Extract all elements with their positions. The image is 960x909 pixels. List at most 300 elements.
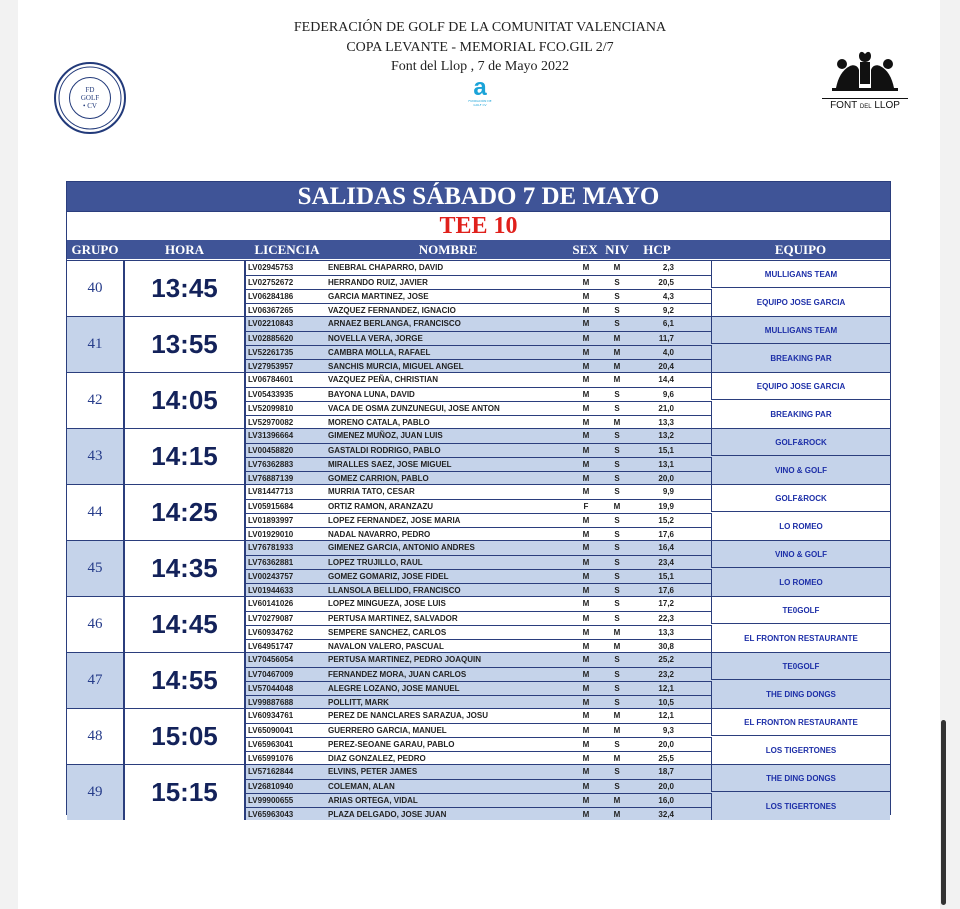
player-license: LV64951747 <box>248 642 294 651</box>
player-row <box>246 807 711 822</box>
player-level: M <box>613 628 621 637</box>
player-sex: M <box>582 767 590 776</box>
player-license: LV00458820 <box>248 446 294 455</box>
tee-time: 14:15 <box>123 429 246 484</box>
player-handicap: 9,6 <box>662 390 674 399</box>
font-del-llop-wordmark <box>822 98 908 111</box>
player-sex: M <box>582 684 590 693</box>
wordmark-font: FONT <box>830 100 858 111</box>
player-level: M <box>613 796 621 805</box>
player-handicap: 9,2 <box>662 306 674 315</box>
tee-time: 14:45 <box>123 597 246 652</box>
tee-time: 15:15 <box>123 765 246 820</box>
player-row <box>246 737 711 752</box>
team-name: LO ROMEO <box>711 513 890 540</box>
player-sex: M <box>582 543 590 552</box>
player-handicap: 32,4 <box>658 810 674 819</box>
player-level: S <box>614 614 620 623</box>
player-row <box>246 569 711 584</box>
player-name: SEMPERE SANCHEZ, CARLOS <box>328 628 447 637</box>
player-handicap: 10,5 <box>658 698 674 707</box>
col-hcp: HCP <box>643 242 671 257</box>
tee-group <box>67 764 890 820</box>
player-license: LV01893997 <box>248 516 294 525</box>
team-name: TE0GOLF <box>711 653 890 680</box>
player-license: LV99887688 <box>248 698 294 707</box>
player-sex: M <box>582 670 590 679</box>
player-row <box>246 765 711 779</box>
player-license: LV05433935 <box>248 390 294 399</box>
player-sex: M <box>582 319 590 328</box>
player-license: LV06284186 <box>248 292 294 301</box>
player-name: VAZQUEZ FERNANDEZ, IGNACIO <box>328 306 456 315</box>
player-level: S <box>614 487 620 496</box>
player-handicap: 17,6 <box>658 530 674 539</box>
player-level: S <box>614 558 620 567</box>
player-sex: M <box>582 334 590 343</box>
player-license: LV60934761 <box>248 711 294 720</box>
team-name: THE DING DONGS <box>711 765 890 792</box>
tee-group <box>67 596 890 652</box>
player-name: PEREZ-SEOANE GARAU, PABLO <box>328 740 455 749</box>
team-name: EQUIPO JOSE GARCIA <box>711 373 890 400</box>
player-sex: M <box>582 628 590 637</box>
seal-line: GOLF <box>80 94 100 102</box>
player-row <box>246 667 711 682</box>
team-name: BREAKING PAR <box>711 345 890 372</box>
a-logo-subtitle: FUNDACIÓN DE GOLF CV <box>468 99 492 107</box>
player-handicap: 6,1 <box>662 319 674 328</box>
player-row <box>246 373 711 387</box>
player-level: M <box>613 810 621 819</box>
player-level: S <box>614 599 620 608</box>
player-name: ELVINS, PETER JAMES <box>328 767 418 776</box>
player-level: S <box>614 446 620 455</box>
col-equipo: EQUIPO <box>774 242 827 257</box>
player-row <box>246 541 711 555</box>
player-sex: M <box>582 348 590 357</box>
player-level: S <box>614 684 620 693</box>
group-number: 47 <box>87 672 103 688</box>
player-sex: M <box>582 782 590 791</box>
player-name: BAYONA LUNA, DAVID <box>328 390 415 399</box>
player-name: NADAL NAVARRO, PEDRO <box>328 530 431 539</box>
player-row <box>246 261 711 275</box>
team-name: VINO & GOLF <box>711 541 890 568</box>
player-handicap: 20,0 <box>658 740 674 749</box>
player-handicap: 16,4 <box>658 543 674 552</box>
group-number: 40 <box>87 280 103 296</box>
schedule-title: SALIDAS SÁBADO 7 DE MAYO <box>67 182 890 211</box>
player-name: LOPEZ MINGUEZA, JOSE LUIS <box>328 599 446 608</box>
player-name: LLANSOLA BELLIDO, FRANCISCO <box>328 586 461 595</box>
team-name: MULLIGANS TEAM <box>711 317 890 344</box>
player-handicap: 25,2 <box>658 655 674 664</box>
player-license: LV52099810 <box>248 404 294 413</box>
player-name: FERNANDEZ MORA, JUAN CARLOS <box>328 670 467 679</box>
team-name: THE DING DONGS <box>711 681 890 708</box>
player-license: LV81447713 <box>248 487 294 496</box>
player-name: PERTUSA MARTINEZ, SALVADOR <box>328 614 458 623</box>
player-name: COLEMAN, ALAN <box>328 782 395 791</box>
team-name: EL FRONTON RESTAURANTE <box>711 625 890 652</box>
player-name: GASTALDI RODRIGO, PABLO <box>328 446 441 455</box>
tee-time: 13:55 <box>123 317 246 372</box>
player-handicap: 9,9 <box>662 487 674 496</box>
player-handicap: 4,0 <box>662 348 674 357</box>
player-level: M <box>613 726 621 735</box>
player-row <box>246 611 711 626</box>
player-level: S <box>614 278 620 287</box>
player-level: S <box>614 516 620 525</box>
player-name: GIMENEZ GARCIA, ANTONIO ANDRES <box>328 543 475 552</box>
player-name: ARIAS ORTEGA, VIDAL <box>328 796 418 805</box>
player-handicap: 12,1 <box>658 711 674 720</box>
player-sex: M <box>582 711 590 720</box>
foundation-a-logo <box>467 74 493 109</box>
player-name: GARCIA MARTINEZ, JOSE <box>328 292 429 301</box>
player-license: LV00243757 <box>248 572 294 581</box>
player-name: ARNAEZ BERLANGA, FRANCISCO <box>328 319 461 328</box>
player-handicap: 9,3 <box>662 726 674 735</box>
player-level: S <box>614 474 620 483</box>
player-name: SANCHIS MURCIA, MIGUEL ANGEL <box>328 362 464 371</box>
player-name: NOVELLA VERA, JORGE <box>328 334 423 343</box>
player-license: LV02752672 <box>248 278 294 287</box>
tee-group <box>67 260 890 316</box>
player-sex: M <box>582 572 590 581</box>
player-handicap: 20,0 <box>658 474 674 483</box>
player-row <box>246 289 711 304</box>
player-sex: M <box>582 740 590 749</box>
player-row <box>246 723 711 738</box>
player-license: LV70279087 <box>248 614 294 623</box>
player-level: M <box>613 348 621 357</box>
player-handicap: 17,6 <box>658 586 674 595</box>
group-number: 41 <box>87 336 103 352</box>
player-sex: M <box>582 431 590 440</box>
team-name: EQUIPO JOSE GARCIA <box>711 289 890 316</box>
player-license: LV76781933 <box>248 543 294 552</box>
tee-group <box>67 484 890 540</box>
team-name: GOLF&ROCK <box>711 429 890 456</box>
team-name: LOS TIGERTONES <box>711 793 890 820</box>
player-sex: M <box>582 390 590 399</box>
player-handicap: 20,4 <box>658 362 674 371</box>
player-name: GOMEZ CARRION, PABLO <box>328 474 429 483</box>
player-handicap: 13,3 <box>658 418 674 427</box>
player-handicap: 15,1 <box>658 446 674 455</box>
player-name: GOMEZ GOMARIZ, JOSE FIDEL <box>328 572 449 581</box>
player-sex: M <box>582 404 590 413</box>
player-name: MURRIA TATO, CESAR <box>328 487 415 496</box>
player-handicap: 20,5 <box>658 278 674 287</box>
player-handicap: 23,4 <box>658 558 674 567</box>
player-level: S <box>614 670 620 679</box>
player-level: M <box>613 375 621 384</box>
player-level: S <box>614 586 620 595</box>
player-handicap: 30,8 <box>658 642 674 651</box>
federation-title: FEDERACIÓN DE GOLF DE LA COMUNITAT VALENCIANA <box>293 20 667 35</box>
col-hora: HORA <box>165 242 204 257</box>
player-handicap: 12,1 <box>658 684 674 693</box>
player-handicap: 21,0 <box>658 404 674 413</box>
team-name: LO ROMEO <box>711 569 890 596</box>
player-level: S <box>614 782 620 791</box>
team-name: EL FRONTON RESTAURANTE <box>711 709 890 736</box>
player-handicap: 2,3 <box>662 263 674 272</box>
player-name: NAVALON VALERO, PASCUAL <box>328 642 444 651</box>
wordmark-llop: LLOP <box>874 100 900 111</box>
player-level: M <box>613 754 621 763</box>
player-sex: M <box>582 460 590 469</box>
group-number: 44 <box>87 504 103 520</box>
player-name: DIAZ GONZALEZ, PEDRO <box>328 754 426 763</box>
player-sex: M <box>582 306 590 315</box>
player-sex: M <box>582 614 590 623</box>
player-name: GIMENEZ MUÑOZ, JUAN LUIS <box>328 431 443 440</box>
player-license: LV60141026 <box>248 599 294 608</box>
player-name: MORENO CATALA, PABLO <box>328 418 430 427</box>
player-license: LV76362881 <box>248 558 294 567</box>
tee-time: 14:05 <box>123 373 246 428</box>
tee-label: TEE 10 <box>67 211 890 240</box>
player-sex: M <box>582 655 590 664</box>
player-row <box>246 485 711 499</box>
player-row <box>246 443 711 458</box>
player-row <box>246 387 711 402</box>
team-name: VINO & GOLF <box>711 457 890 484</box>
player-license: LV01944633 <box>248 586 294 595</box>
tournament-title: COPA LEVANTE - MEMORIAL FCO.GIL 2/7 <box>346 40 614 55</box>
player-level: S <box>614 431 620 440</box>
player-license: LV02945753 <box>248 263 294 272</box>
player-sex: M <box>582 292 590 301</box>
group-number: 49 <box>87 784 103 800</box>
tee-time: 13:45 <box>123 261 246 316</box>
player-name: GUERRERO GARCIA, MANUEL <box>328 726 447 735</box>
a-logo-letter: a <box>473 74 487 101</box>
player-name: MIRALLES SAEZ, JOSE MIGUEL <box>328 460 452 469</box>
player-sex: F <box>583 502 589 511</box>
lions-crest-icon <box>822 48 908 92</box>
tee-group <box>67 708 890 764</box>
player-level: S <box>614 306 620 315</box>
team-name: MULLIGANS TEAM <box>711 261 890 288</box>
player-license: LV70456054 <box>248 655 294 664</box>
player-level: S <box>614 390 620 399</box>
player-sex: M <box>582 754 590 763</box>
player-sex: M <box>582 530 590 539</box>
col-licencia: LICENCIA <box>254 242 320 257</box>
player-license: LV65963043 <box>248 810 294 819</box>
player-sex: M <box>582 516 590 525</box>
player-handicap: 15,2 <box>658 516 674 525</box>
player-license: LV57044048 <box>248 684 294 693</box>
player-handicap: 13,2 <box>658 431 674 440</box>
player-license: LV01929010 <box>248 530 294 539</box>
player-handicap: 13,1 <box>658 460 674 469</box>
scrollbar-thumb[interactable] <box>941 720 946 905</box>
player-license: LV05915684 <box>248 502 294 511</box>
player-row <box>246 457 711 472</box>
player-license: LV57162844 <box>248 767 294 776</box>
player-license: LV65090041 <box>248 726 294 735</box>
team-name: LOS TIGERTONES <box>711 737 890 764</box>
player-level: S <box>614 292 620 301</box>
player-license: LV76887139 <box>248 474 294 483</box>
tee-group <box>67 428 890 484</box>
player-license: LV60934762 <box>248 628 294 637</box>
player-row <box>246 499 711 514</box>
player-sex: M <box>582 278 590 287</box>
player-row <box>246 793 711 808</box>
player-level: S <box>614 740 620 749</box>
player-sex: M <box>582 642 590 651</box>
player-row <box>246 429 711 443</box>
col-nombre: NOMBRE <box>418 242 478 257</box>
player-level: S <box>614 572 620 581</box>
player-row <box>246 513 711 528</box>
player-license: LV65963041 <box>248 740 294 749</box>
player-handicap: 19,9 <box>658 502 674 511</box>
player-license: LV76362883 <box>248 460 294 469</box>
font-del-llop-logo <box>822 48 908 114</box>
player-name: PEREZ DE NANCLARES SARAZUA, JOSU <box>328 711 489 720</box>
player-sex: M <box>582 810 590 819</box>
player-sex: M <box>582 796 590 805</box>
group-number: 45 <box>87 560 103 576</box>
col-grupo: GRUPO <box>71 242 119 257</box>
player-license: LV27953957 <box>248 362 294 371</box>
player-level: M <box>613 642 621 651</box>
wordmark-del: DEL <box>859 104 872 110</box>
player-level: M <box>613 362 621 371</box>
tee-group <box>67 540 890 596</box>
player-license: LV65991076 <box>248 754 294 763</box>
player-row <box>246 401 711 416</box>
player-handicap: 11,7 <box>658 334 674 343</box>
column-header-row <box>67 240 890 259</box>
team-name: BREAKING PAR <box>711 401 890 428</box>
tee-time: 14:35 <box>123 541 246 596</box>
player-name: POLLITT, MARK <box>328 698 389 707</box>
player-handicap: 15,1 <box>658 572 674 581</box>
player-sex: M <box>582 474 590 483</box>
player-handicap: 17,2 <box>658 599 674 608</box>
player-row <box>246 555 711 570</box>
player-handicap: 20,0 <box>658 782 674 791</box>
player-handicap: 22,3 <box>658 614 674 623</box>
player-level: S <box>614 655 620 664</box>
player-name: PERTUSA MARTINEZ, PEDRO JOAQUIN <box>328 655 482 664</box>
player-license: LV02210843 <box>248 319 294 328</box>
player-level: S <box>614 698 620 707</box>
tee-times-sheet <box>66 181 891 819</box>
seal-line: • CV <box>83 102 97 110</box>
player-row <box>246 317 711 331</box>
team-name: TE0GOLF <box>711 597 890 624</box>
group-number: 42 <box>87 392 103 408</box>
player-handicap: 25,5 <box>658 754 674 763</box>
player-sex: M <box>582 362 590 371</box>
player-level: S <box>614 767 620 776</box>
player-name: ENEBRAL CHAPARRO, DAVID <box>328 263 444 272</box>
player-name: VACA DE OSMA ZUNZUNEGUI, JOSE ANTON <box>328 404 500 413</box>
player-row <box>246 597 711 611</box>
player-row <box>246 331 711 346</box>
player-license: LV31396664 <box>248 431 294 440</box>
player-sex: M <box>582 726 590 735</box>
player-sex: M <box>582 599 590 608</box>
tee-time: 15:05 <box>123 709 246 764</box>
player-level: S <box>614 319 620 328</box>
player-row <box>246 345 711 360</box>
tee-group <box>67 652 890 708</box>
player-handicap: 16,0 <box>658 796 674 805</box>
group-number: 48 <box>87 728 103 744</box>
tee-group <box>67 372 890 428</box>
player-level: M <box>613 502 621 511</box>
player-sex: M <box>582 487 590 496</box>
player-sex: M <box>582 375 590 384</box>
player-sex: M <box>582 558 590 567</box>
player-name: PLAZA DELGADO, JOSE JUAN <box>328 810 447 819</box>
player-name: ORTIZ RAMON, ARANZAZU <box>328 502 434 511</box>
player-sex: M <box>582 446 590 455</box>
player-handicap: 13,3 <box>658 628 674 637</box>
player-license: LV06784601 <box>248 375 294 384</box>
player-level: S <box>614 460 620 469</box>
player-row <box>246 779 711 794</box>
player-license: LV99900655 <box>248 796 294 805</box>
player-name: LOPEZ TRUJILLO, RAUL <box>328 558 423 567</box>
player-level: M <box>613 263 621 272</box>
player-license: LV70467009 <box>248 670 294 679</box>
player-name: CAMBRA MOLLA, RAFAEL <box>328 348 431 357</box>
group-number: 46 <box>87 616 103 632</box>
player-license: LV02885620 <box>248 334 294 343</box>
tee-group <box>67 316 890 372</box>
player-license: LV52970082 <box>248 418 294 427</box>
player-handicap: 14,4 <box>658 375 674 384</box>
player-level: S <box>614 404 620 413</box>
player-handicap: 4,3 <box>662 292 674 301</box>
player-sex: M <box>582 698 590 707</box>
group-number: 43 <box>87 448 103 464</box>
player-row <box>246 275 711 290</box>
team-name: GOLF&ROCK <box>711 485 890 512</box>
player-level: S <box>614 543 620 552</box>
player-row <box>246 681 711 696</box>
col-sex: SEX <box>572 242 598 257</box>
tee-time: 14:55 <box>123 653 246 708</box>
player-row <box>246 653 711 667</box>
seal-line: FD <box>85 86 95 94</box>
player-level: M <box>613 334 621 343</box>
player-sex: M <box>582 586 590 595</box>
player-name: LOPEZ FERNANDEZ, JOSE MARIA <box>328 516 461 525</box>
player-level: M <box>613 711 621 720</box>
player-sex: M <box>582 263 590 272</box>
player-row <box>246 709 711 723</box>
player-license: LV52261735 <box>248 348 294 357</box>
federation-seal-logo <box>54 62 126 134</box>
player-license: LV06367265 <box>248 306 294 315</box>
player-license: LV26810940 <box>248 782 294 791</box>
player-handicap: 18,7 <box>658 767 674 776</box>
seal-ring-icon <box>54 62 126 134</box>
